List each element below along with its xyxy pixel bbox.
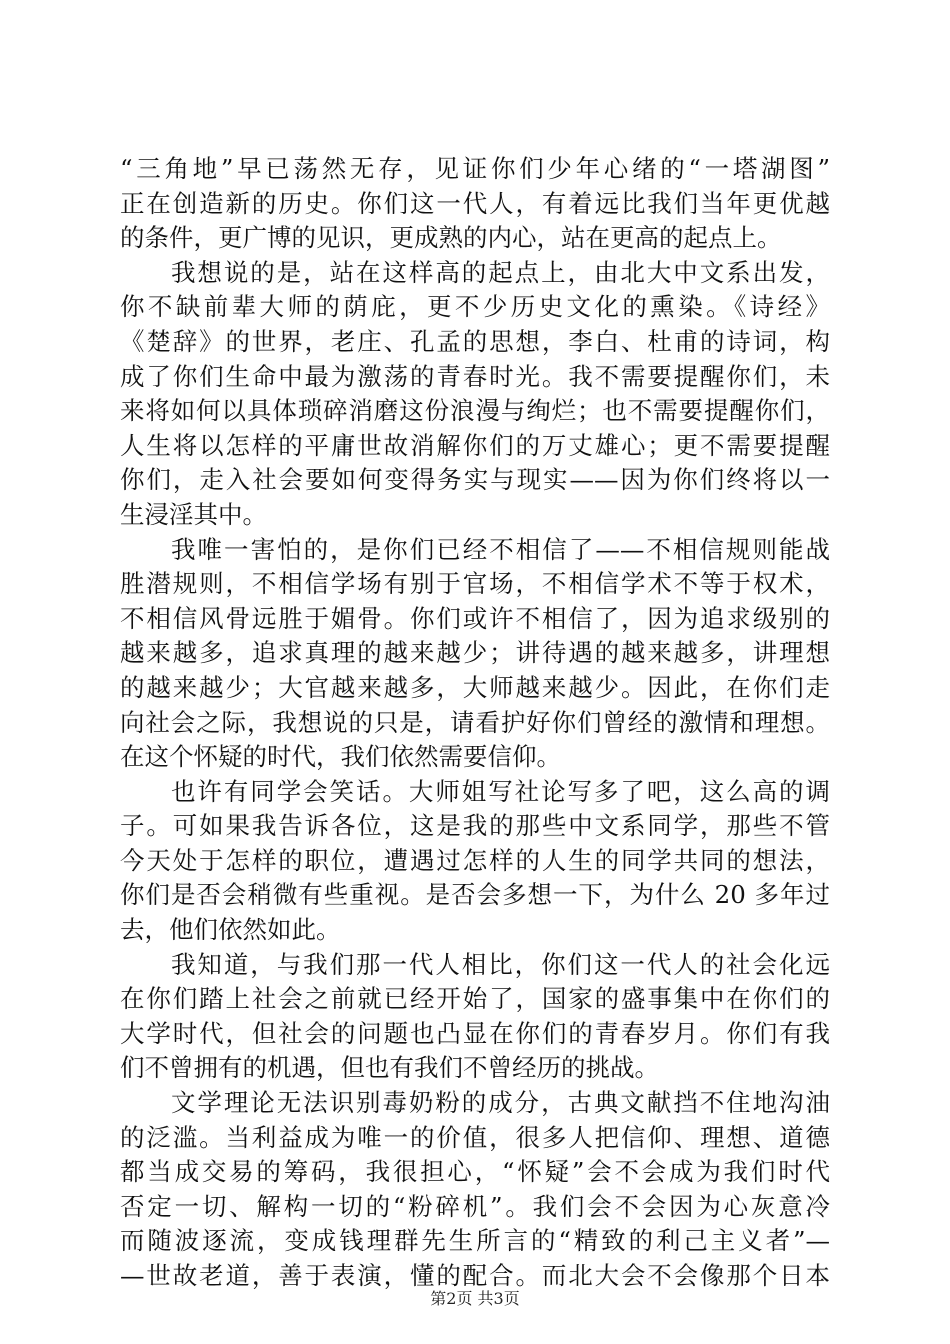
text-line: 们不曾拥有的机遇，但也有我们不曾经历的挑战。 — [120, 1053, 659, 1083]
text-line: 否定一切、解构一切的“粉碎机”。我们会不会因为心灰意冷 — [120, 1191, 830, 1221]
text-line: 你不缺前辈大师的荫庇，更不少历史文化的熏染。《诗经》 — [120, 292, 830, 322]
text-line: 的条件，更广博的见识，更成熟的内心，站在更高的起点上。 — [120, 223, 782, 253]
text-line: 成了你们生命中最为激荡的青春时光。我不需要提醒你们，未 — [120, 361, 830, 391]
text-line: 你们，走入社会要如何变得务实与现实——因为你们终将以一 — [120, 465, 830, 495]
text-line: 《楚辞》的世界，老庄、孔孟的思想，李白、杜甫的诗词，构 — [120, 326, 830, 356]
text-line: 胜潜规则，不相信学场有别于官场，不相信学术不等于权术， — [120, 569, 830, 599]
text-line: 正在创造新的历史。你们这一代人，有着远比我们当年更优越 — [120, 188, 830, 218]
text-line: “三角地”早已荡然无存，见证你们少年心绪的“一塔湖图” — [120, 154, 830, 183]
text-line: 来将如何以具体琐碎消磨这份浪漫与绚烂；也不需要提醒你们， — [120, 396, 830, 426]
text-line: 今天处于怎样的职位，遭遇过怎样的人生的同学共同的想法， — [120, 845, 830, 875]
text-line: 而随波逐流，变成钱理群先生所言的“精致的利己主义者”— — [120, 1226, 830, 1256]
text-line: 文学理论无法识别毒奶粉的成分，古典文献挡不住地沟油 — [171, 1088, 830, 1118]
text-line: 越来越多，追求真理的越来越少；讲待遇的越来越多，讲理想 — [120, 638, 830, 668]
text-line: 你们是否会稍微有些重视。是否会多想一下，为什么 20 多年过 — [120, 880, 830, 910]
text-line: 的越来越少；大官越来越多，大师越来越少。因此，在你们走 — [120, 672, 830, 702]
text-line: 生浸淫其中。 — [120, 499, 267, 529]
text-line: 我知道，与我们那一代人相比，你们这一代人的社会化远 — [171, 949, 830, 979]
text-line: 的泛滥。当利益成为唯一的价值，很多人把信仰、理想、道德 — [120, 1122, 830, 1152]
text-line: 向社会之际，我想说的只是，请看护好你们曾经的激情和理想。 — [120, 707, 830, 737]
text-line: 人生将以怎样的平庸世故消解你们的万丈雄心；更不需要提醒 — [120, 430, 830, 460]
text-line: 我想说的是，站在这样高的起点上，由北大中文系出发， — [171, 257, 830, 287]
text-line: 也许有同学会笑话。大师姐写社论写多了吧，这么高的调 — [171, 776, 830, 806]
text-line: 去，他们依然如此。 — [120, 915, 341, 945]
document-body — [120, 152, 830, 1294]
text-line: —世故老道，善于表演，懂的配合。而北大会不会像那个日本 — [120, 1261, 830, 1290]
text-line: 在你们踏上社会之前就已经开始了，国家的盛事集中在你们的 — [120, 984, 830, 1014]
text-line: 我唯一害怕的，是你们已经不相信了——不相信规则能战 — [171, 534, 830, 564]
page-number-footer: 第2页 共3页 — [430, 1289, 520, 1308]
text-line: 在这个怀疑的时代，我们依然需要信仰。 — [120, 742, 561, 772]
text-line: 子。可如果我告诉各位，这是我的那些中文系同学，那些不管 — [120, 811, 830, 841]
text-line: 不相信风骨远胜于媚骨。你们或许不相信了，因为追求级别的 — [120, 603, 830, 633]
text-line: 大学时代，但社会的问题也凸显在你们的青春岁月。你们有我 — [120, 1018, 830, 1048]
text-line: 都当成交易的筹码，我很担心，“怀疑”会不会成为我们时代 — [120, 1157, 830, 1187]
